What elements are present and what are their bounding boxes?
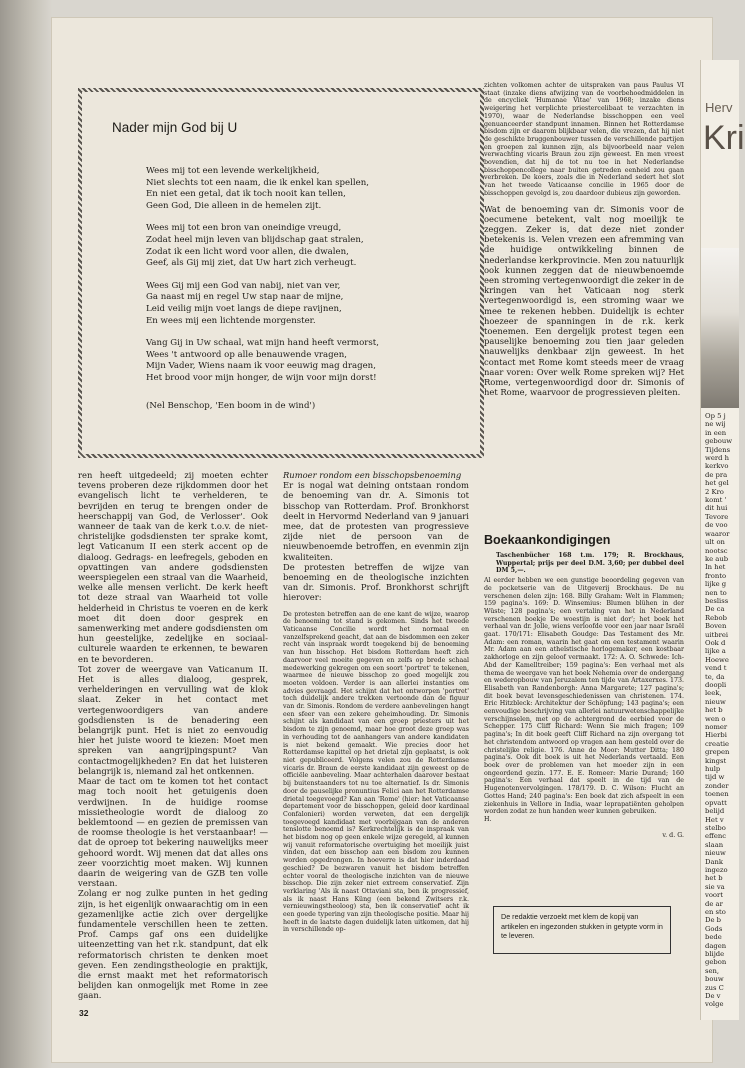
- editorial-note: De redaktie verzoekt met klem de kopij van artikelen en ingezonden stukken in getypte vorm in te leveren.: [493, 906, 671, 954]
- adjacent-page-strip: [700, 60, 745, 1020]
- paragraph: De protesten betreffen de wijze van benoeming en de theologische inzichten van dr. Simonis. Prof. Bronkhorst schrijft hierover:: [283, 561, 469, 603]
- adjacent-text-line: kingst: [705, 756, 727, 765]
- adjacent-text-line: besliss: [705, 596, 729, 605]
- adjacent-text-line: wen o: [705, 714, 726, 723]
- adjacent-text-line: tijd w: [705, 773, 725, 782]
- adjacent-text-line: De ca: [705, 605, 725, 614]
- adjacent-text-line: sie va: [705, 882, 725, 891]
- paragraph: Wat de benoeming van dr. Simonis voor de oecumene betekent, valt nog moeilijk te zeggen. Zeker is, dat deze niet zonder betekenis is. Velen vrezen een afremming van de huidige ontwikkeling binnen de nederlandse kerkprovincie. Men zou natuurlijk ook kunnen zeggen dat de nieuwbenoemde een stroming vertegenwoordigt die zeker in de kringen van het Vaticaan nog sterk vertegenwoordigd is, een stroming waar we mee te rekenen hebben. Duidelijk is echter hoezeer de spanningen in de r.k. kerk toenemen. Een dergelijk protest tegen een pauselijke benoeming zou tien jaar geleden nauwelijks denkbaar zijn geweest. In het contact met Rome komt steeds meer de vraag naar voren: Over welk Rome spreken wij? Het Rome, vertegenwoordigd door dr. Simonis of het Rome, waarvoor de progressieven pleiten.: [484, 203, 684, 398]
- adjacent-text-line: lijke a: [705, 647, 726, 656]
- poem-title: Nader mijn God bij U: [112, 120, 238, 135]
- poem-stanza: Wees mij tot een bron van oneindige vreugd, Zodat heel mijn leven van blijdschap gaat stralen, Zodat ik een licht word voor allen, die dwalen, Geef, als Gij mij ziet, dat Uw hart zich verheugt.: [146, 223, 364, 269]
- adjacent-text-line: leek,: [705, 689, 722, 698]
- adjacent-text-line: Rebob: [705, 613, 727, 622]
- adjacent-text-line: de pra: [705, 470, 728, 479]
- article-column-3: [484, 82, 684, 406]
- adjacent-text-line: volge: [705, 1000, 724, 1009]
- adjacent-text-line: belijd: [705, 807, 725, 816]
- adjacent-text-line: doopli: [705, 681, 727, 689]
- adjacent-text-line: ingezo: [705, 865, 728, 874]
- adjacent-text-line: het gel: [705, 479, 729, 488]
- adjacent-text-line: stelbo: [705, 823, 726, 832]
- adjacent-text-line: kerkvo: [705, 462, 729, 471]
- paragraph: Zolang er nog zulke punten in het geding zijn, is het eigenlijk onwaarachtig om in een gezamenlijke actie zich over dergelijke fundamentele verschillen heen te zetten. Prof. Camps gaf ons een duidelijke uiteenzetting van het r.k. standpunt, dat elk reformatorisch christen te denken moet geven. Een zendingstheologie en praktijk, die ernst maakt met het reformatorisch belijden kan onmogelijk met Rome in zee gaan.: [78, 888, 268, 1001]
- adjacent-text-line: Ook d: [705, 638, 726, 647]
- adjacent-text-line: In het: [705, 563, 726, 572]
- adjacent-text-line: Gods: [705, 924, 723, 933]
- adjacent-text-line: hulp: [705, 765, 721, 774]
- adjacent-text-line: De b: [705, 916, 721, 925]
- article-column-2: [283, 470, 469, 934]
- adjacent-text-line: in een: [705, 428, 727, 437]
- poem-attribution: (Nel Benschop, 'Een boom in de wind'): [146, 400, 316, 411]
- adjacent-text-line: nen to: [705, 588, 727, 597]
- adjacent-text-line: en sto: [705, 907, 726, 916]
- poem-stanza: Wees mij tot een levende werkelijkheid, Niet slechts tot een naam, die ik enkel kan spellen, En niet een getal, dat ik toch nooit kan tellen, Geen God, Die alleen in de hemelen zijt.: [146, 166, 369, 211]
- adjacent-text-line: Het v: [705, 815, 724, 824]
- adjacent-text-line: Hoewe: [705, 655, 729, 664]
- adjacent-text-line: de voo: [705, 521, 728, 530]
- article-column-1: [78, 470, 268, 1001]
- adjacent-photo: [701, 248, 739, 408]
- adjacent-text-line: de ar: [705, 899, 723, 908]
- poem-stanza: Wees Gij mij een God van nabij, niet van ver, Ga naast mij en regel Uw stap naar de mijne, Leid veilig mijn voet langs de diepe ravijnen, En wees mij een lichtende morgenster.: [146, 280, 344, 326]
- adjacent-text-line: De v: [705, 992, 721, 1001]
- books-section: [484, 552, 684, 839]
- adjacent-text-line: toenen: [705, 790, 729, 799]
- adjacent-text-line: fronto: [705, 571, 727, 580]
- adjacent-text-line: vend t: [705, 664, 727, 673]
- adjacent-text-line: voort: [705, 891, 724, 900]
- books-text: Al eerder hebben we een gunstige beoordeling gegeven van de pocketserie van de Uitgeverij Brockhaus. De nu verschenen delen zijn: 168. Billy Graham: Welt in Flammen; 159 pagina's. 169: D. Winsemius: Blumen blühen in der Wüste; 128 pagina's; een vertaling van het in Nederland verschenen boekje De woestijn is niet dor'; het boek het verhaal van dr. Jolle, wiens verloofde voor een jaar naar Israël gaat. 170/171: Elisabeth Goudge: Das Testament des Mr. Adam: een roman, waarin het gaat om een testament waarin Mr. Adam aan een atheïstische horlogemaker, een kostbaar zakhorloge en zijn geloof vermaakt. 172: A. O. Schwede: Ich-Abd der Kamelltreiber; 159 pagina's: Een verhaal met als thema de weergave van het boek Nehemia over de ondergang en wederopbouw van Jeruzalem ten tijde van Artaxerxes. 173. Elisabeth van Randenborgh: Anna Margarete; 127 pagina's; dit boek bevat levensgeschiedenissen van christenen. 174. Eric Hitzbleck: Architektur der Schöpfung; 143 pagina's; een eenvoudige beschrijving van allerlei natuurwetenschappelijke verschijnselen, met op de achtergrond de eerbied voor de Schepper. 175 Cliff Richard: Wenn Sie mich fragen; 109 pagina's; In dit boek geeft Cliff Richard na zijn overgang tot het christendom antwoord op vragen aan hem gesteld over de christelijke religie. 176. Anne de Moor: Mutter Ditta; 180 pagina's. Ook dit boek is uit het Nederlands vertaald. Een boek over de problemen van het moeder zijn in een ongeordend gezin. 177. E. E. Romeer: Marie Durand; 160 pagina's: Een verhaal dat speelt in de tijd van de Hugenotenvervolgingen. 178/179. D. C. Wilson: Flucht an Gottes Hand; 240 pagina's: Een boek dat zich afspeelt in een ziekenhuis in Vellore in India, waar leprapatiënten geholpen worden zodat ze hun handen weer kunnen gebruiken.: [484, 577, 684, 816]
- books-signature: v. d. G.: [662, 831, 684, 839]
- binding-gutter: [0, 0, 52, 1068]
- page-number: 32: [79, 1008, 89, 1018]
- adjacent-text-line: nieuw: [705, 697, 726, 706]
- quoted-passage-continued: zichten volkomen achter de uitspraken van paus Paulus VI staat (inzake diens afwijzing van de voorbehoedmiddelen in de encycliek 'Humanae Vitae' van 1968; inzake diens weigering het verplichte priestercelibaat te verzachten in 1970), waar de Nederlandse bisschoppen een veel genuanceerder standpunt innamen. Binnen het Rotterdamse bisdom zijn er daarom blijkbaar velen, die vrezen, dat hij niet de geschikte bruggenbouwer tussen de verschillende partijen en groepen zal kunnen zijn, als bijvoorbeeld naar velen verwachting vicaris Braun zou zijn geweest. En men vreest bovendien, dat hij de tot nu toe in het Nederlandse bisschoppencollege naar buiten getreden eenheid zou gaan verbreken. De koers, zoals die in Nederland sedert het slot van het tweede Vaticaanse concilie in 1965 door de bisschoppen gevolgd is, zou daardoor dubieus zijn geworden.: [484, 82, 684, 197]
- adjacent-text-line: grepen: [705, 748, 730, 757]
- adjacent-text-line: komt ': [705, 496, 727, 505]
- adjacent-text-line: Hierbi: [705, 731, 727, 740]
- adjacent-text-line: ne wij: [705, 420, 726, 429]
- adjacent-text-line: te, da: [705, 672, 725, 681]
- adjacent-text-line: dagen: [705, 941, 727, 950]
- adjacent-text-line: blijde: [705, 950, 725, 958]
- adjacent-text-line: Tevore: [705, 512, 729, 521]
- adjacent-text-line: dit hui: [705, 504, 728, 513]
- adjacent-text-line: opvatt: [705, 798, 727, 807]
- adjacent-text-line: waaror: [705, 529, 730, 538]
- adjacent-text-line: Op 5 j: [705, 412, 726, 420]
- books-subheading: Taschenbücher 168 t.m. 179; R. Brockhaus, Wuppertal; prijs per deel D.M. 3,60; per dubbel deel DM 5,—.: [496, 552, 684, 575]
- adjacent-text-line: 2 Kro: [705, 487, 724, 496]
- paragraph: Tot zover de weergave van Vaticanum II. Het is alles dialoog, gesprek, verhelderingen en vervulling wat de klok slaat. Zeker in het contact met vertegenwoordigers van andere godsdiensten is de benadering een belangrijk punt. Het is niet zo eenvoudig hier het juiste woord te kiezen: Moet men spreken van aangrijpingspunt? Van contactmogelijkheden? En dat het luisteren belangrijk is, niemand zal het ontkennen.: [78, 663, 268, 776]
- adjacent-text: [701, 408, 739, 1009]
- adjacent-text-line: gebon: [705, 958, 727, 967]
- adjacent-text-line: Tijdens: [705, 445, 731, 454]
- section-heading: Rumoer rondom een bisschopsbenoeming: [283, 470, 462, 480]
- books-initial: H.: [484, 815, 492, 823]
- adjacent-text-line: ult on: [705, 538, 725, 547]
- adjacent-text-line: nieuw: [705, 849, 726, 858]
- adjacent-text-line: nomer: [705, 723, 728, 732]
- adjacent-text-line: effenc: [705, 832, 727, 841]
- paragraph: Er is nogal wat deining ontstaan rondom de benoeming van dr. A. Simonis tot bisschop van Rotterdam. Prof. Bronkhorst deelt in Hervormd Nederland van 9 januari mee, dat de protesten van progressieve zijde niet de persoon van de nieuwbenoemde betroffen, en evenmin zijn kwaliteiten.: [283, 480, 469, 562]
- adjacent-header: Herv: [705, 100, 733, 115]
- poem-body: [146, 166, 379, 412]
- books-heading: Boekaankondigingen: [484, 533, 611, 547]
- adjacent-text-line: lijke g: [705, 580, 727, 589]
- adjacent-text-line: nootsc: [705, 546, 728, 555]
- adjacent-title: Kri: [703, 119, 745, 157]
- quoted-passage: De protesten betreffen aan de ene kant de wijze, waarop de benoeming tot stand is gekomen. Sinds het tweede Vaticaanse Concilie wordt het normaal en vanzelfsprekend geacht, dat aan de bisdommen een zeker recht van inspraak wordt toegekend bij de benoeming van hun bisschop. Het bisdom Rotterdam heeft zich daarvoor veel moeite gegeven en zelfs op brede schaal medewerking gekregen om een soort 'portret' te tekenen, waarmee de nieuwe bisschop zo goed mogelijk zou moeten voldoen. Verder is aan allerlei instanties om advies gevraagd. Het schijnt dat het ontworpen 'portret' toch duidelijk andere trekken vertoonde dan de figuur van dr. Simonis. Rondom de verdere aanbevelingen hangt een sfeer van een zekere geheimhouding. Dr. Simonis schijnt als kandidaat van een groep priesters uit het bisdom te zijn genoemd, maar hoe groot deze groep was in verhouding tot de aanhangers van andere kandidaten is niet bekend gemaakt. Wie precies door het Rotterdamse kapittel op het drietal zijn geplaatst, is ook niet gepubliceerd. Volgens velen zou de Rotterdamse vicaris dr. Braun de eerste kandidaat zijn geweest op de officiële aanbeveling. Maar achterhalen daarover bestaat bij buitenstaanders tot nu toe alternatief. Is dr. Simonis door de pauselijke pronuntius Felici aan het Rotterdamse drietal toegevoegd? Kan aan 'Rome' (hier: het Vaticaanse departement voor de bisschoppen, geleid door kardinaal Confalonieri) worden verweten, dat een dergelijk toegevoegd kandidaat met voorbijgaan van de anderen tenslotte benoemd is? Kerkrechtelijk is de inspraak van het bisdom nog op geen enkele wijze geregeld, al kunnen wij vanuit reformatorische overtuiging het moeilijk juist vinden, dat een bisschop aan een bisdom zou kunnen worden opgedrongen. In hoeverre is dat hier inderdaad geschied? De bezwaren vanuit het bisdom betreffen echter vooral de theologische inzichten van de nieuwe bisschop. Die zijn zeker niet extreem conservatief. Zijn verklaring 'Als ik naast Ottaviani sta, ben ik progressief, als ik naast Hans Küng (een bekend Zwitsers r.k. vernieuwingstheoloog) sta, ben ik conservatief' acht ik een goede typering van zijn theologische positie. Maar hij heeft in de laatste dagen duidelijk laten uitkomen, dat hij in verschillende op-: [283, 610, 469, 934]
- adjacent-text-line: het b: [705, 706, 723, 715]
- adjacent-text-line: creatie: [705, 739, 730, 748]
- adjacent-text-line: slaan: [705, 840, 724, 849]
- adjacent-text-line: ke aub: [705, 554, 729, 563]
- adjacent-text-line: Boven: [705, 622, 727, 631]
- adjacent-text-line: Dank: [705, 857, 723, 866]
- adjacent-text-line: gebouw: [705, 437, 733, 446]
- adjacent-text-line: werd h: [705, 454, 729, 463]
- adjacent-text-line: zonder: [705, 781, 729, 790]
- paragraph: ren heeft uitgedeeld; zij moeten echter tevens proberen deze rijkdommen door het evangelisch licht te verhelderen, te bevrijden en terug te brengen onder de heerschappij van God, de Verlosser'. Ook wanneer de taak van de kerk t.o.v. de niet-christelijke godsdiensten ter sprake komt, legt Vaticanum II een sterk accent op de dialoog. Gedrags- en leefregels, geboden en opvattingen van andere godsdiensten weerspiegelen een straal van die Waarheid, welke alle mensen verlicht. De kerk heeft tot deze straal van Waarheid tot volle helderheid in Christus te voeren en de kerk moet dit doen door gesprek en samenwerking met andere godsdiensten om hun geestelijke, zedelijke en sociaal-culturele waarden te erkennen, te bewaren en te bevorderen.: [78, 470, 268, 664]
- paragraph: Maar de tact om te komen tot het contact mag toch nooit het getuigenis doen verdwijnen. In de huidige roomse missietheologie wordt de dialoog zo beklemtoond — en gezien de premissen van de roomse theologie is het verstaanbaar! — dat de oproep tot bekering nauwelijks meer gehoord wordt. Wij menen dat dat alles ons zeer voorzichtig moet maken. Wij kunnen daarin de weigering van de GZB ten volle verstaan.: [78, 776, 268, 889]
- adjacent-text-line: uitbrei: [705, 630, 729, 639]
- poem-stanza: Vang Gij in Uw schaal, wat mijn hand heeft vermorst, Wees 't antwoord op alle benauwende vragen, Mijn Vader, Wiens naam ik voor eeuwig mag dragen, Het brood voor mijn honger, de wijn voor mijn dorst!: [146, 338, 379, 383]
- adjacent-text-line: het b: [705, 874, 723, 883]
- adjacent-text-line: zus C: [705, 983, 724, 992]
- adjacent-text-line: bouw: [705, 975, 724, 984]
- adjacent-text-line: bede: [705, 933, 722, 942]
- adjacent-text-line: sen,: [705, 966, 720, 975]
